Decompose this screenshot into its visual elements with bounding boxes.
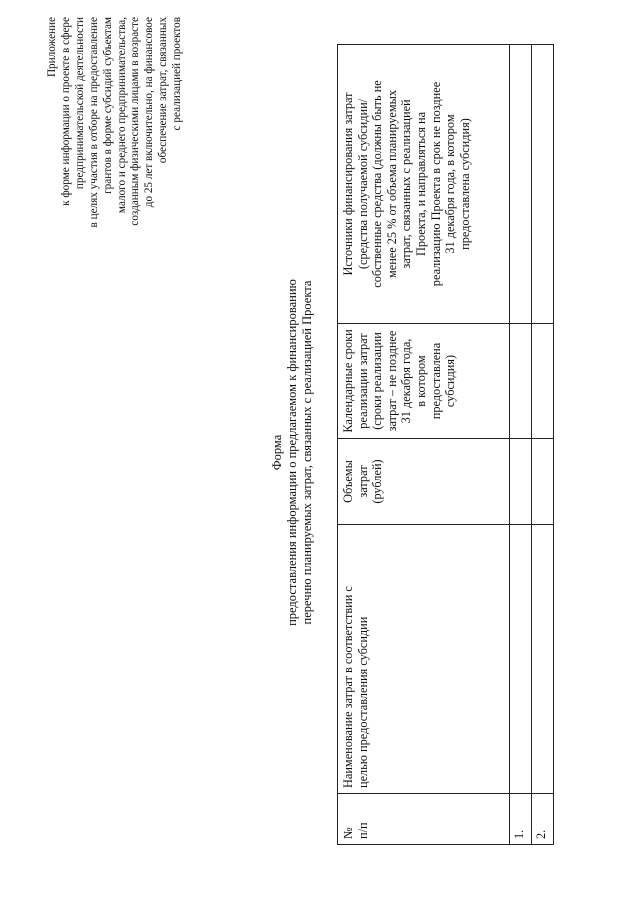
cell-volume[interactable]: [532, 439, 554, 525]
header-source-line: Проекта, и направляться на: [413, 111, 428, 257]
header-source-line: менее 25 % от объема планируемых: [384, 89, 399, 279]
header-term-line: Календарные сроки: [341, 329, 355, 433]
header-name-line: Наименование затрат в соответствии с: [341, 586, 355, 788]
header-num-line: п/п: [355, 822, 370, 839]
header-num: [338, 794, 510, 845]
table-header-row: [338, 45, 510, 845]
header-volume: [338, 439, 510, 525]
header-term-line: реализации затрат: [355, 333, 370, 429]
header-num-line: №: [341, 827, 355, 839]
cell-num: 2.: [532, 794, 554, 845]
cell-num: 1.: [510, 794, 532, 845]
header-volume-line: Объемы: [341, 460, 355, 503]
form-heading-line: предоставления информации о предлагаемом к финансированию: [285, 279, 299, 626]
appendix-line: обеспечение затрат, связанных: [157, 17, 170, 164]
appendix-line: до 25 лет включительно, на финансовое: [143, 17, 156, 208]
table-row: [532, 45, 554, 845]
header-volume-line: (рублей): [370, 459, 385, 504]
header-source-line: Источники финансирования затрат: [341, 92, 355, 276]
appendix-line: созданным физическими лицами в возрасте: [129, 17, 142, 226]
appendix-line: Приложение: [46, 17, 58, 78]
form-heading-line: перечню планируемых затрат, связанных с реализацией Проекта: [300, 280, 314, 625]
cell-term[interactable]: [510, 324, 532, 439]
cell-name[interactable]: [532, 525, 554, 794]
cell-name[interactable]: [510, 525, 532, 794]
header-name-line: целью предоставления субсидии: [355, 616, 370, 788]
header-term: [338, 324, 510, 439]
header-volume-line: затрат: [355, 465, 370, 498]
header-source-line: 31 декабря года, в котором: [443, 114, 458, 254]
appendix-line: предпринимательской деятельности: [73, 17, 86, 190]
appendix-line: к форме информации о проекте в сфере: [59, 17, 72, 206]
table-row: [510, 45, 532, 845]
header-term-line: субсидия): [443, 354, 458, 408]
header-term-line: затрат – не позднее: [384, 330, 399, 432]
header-source-line: предоставлена субсидия): [457, 118, 472, 250]
appendix-line: с реализацией проектов: [171, 17, 184, 131]
header-source-line: затрат, связанных с реализацией: [399, 99, 414, 269]
header-term-line: в котором: [413, 355, 428, 407]
header-source-line: реализацию Проекта в срок не позднее: [428, 81, 443, 287]
form-title: Форма: [270, 434, 284, 471]
appendix-line: малого и среднего предпринимательства,: [115, 17, 128, 214]
header-source: [338, 45, 510, 324]
cell-source[interactable]: [532, 45, 554, 324]
header-name: [338, 525, 510, 794]
appendix-line: в целях участия в отборе на предоставление: [87, 17, 100, 228]
cell-volume[interactable]: [510, 439, 532, 525]
form-heading: [285, 0, 315, 905]
appendix-note: [46, 17, 185, 265]
header-source-line: (средства получаемой субсидии/: [355, 98, 370, 270]
appendix-line: грантов в форме субсидий субъектам: [101, 17, 114, 194]
header-term-line: (сроки реализации: [370, 332, 385, 430]
header-term-line: предоставлена: [428, 342, 443, 420]
header-term-line: 31 декабря года,: [399, 338, 414, 424]
cell-source[interactable]: [510, 45, 532, 324]
expenses-table: [337, 44, 554, 845]
header-source-line: собственные средства (должны быть не: [370, 80, 385, 288]
cell-term[interactable]: [532, 324, 554, 439]
